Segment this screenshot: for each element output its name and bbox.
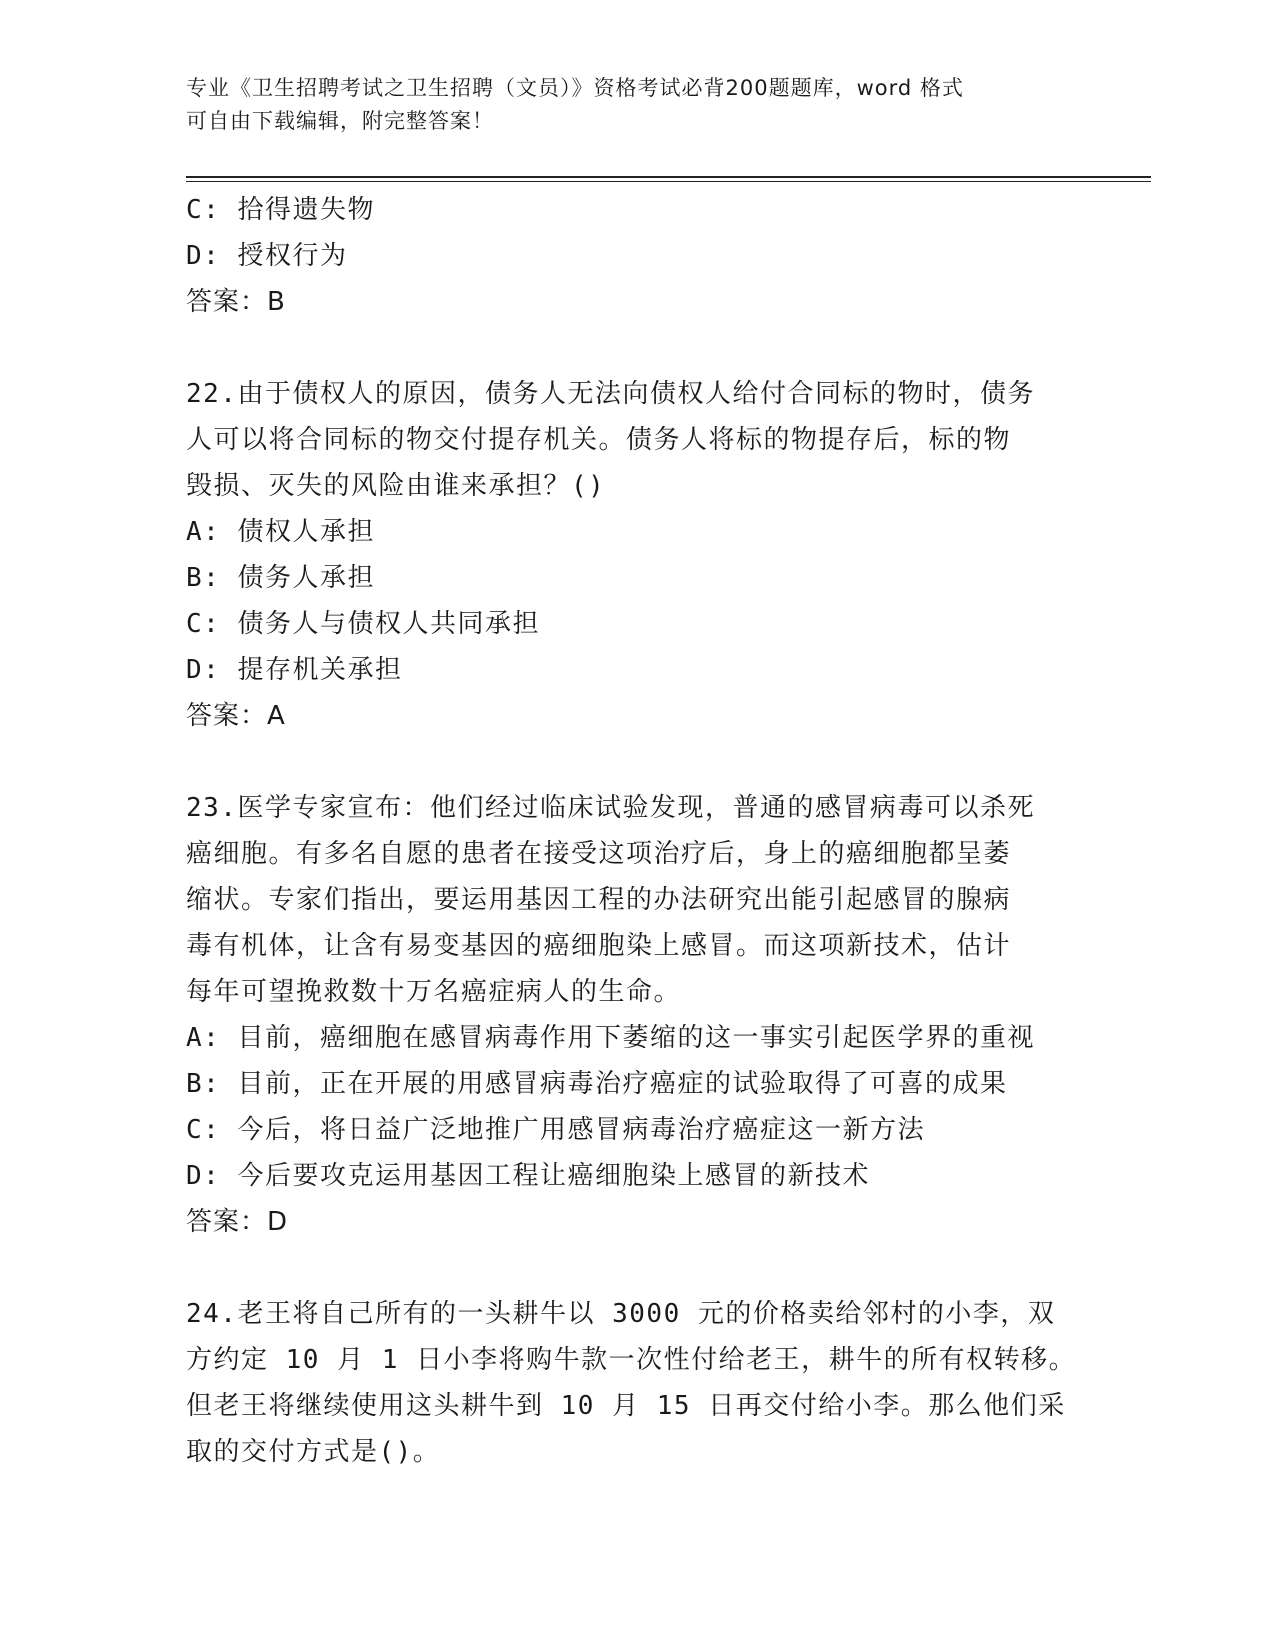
option-a: A: 债权人承担	[186, 517, 375, 547]
option-b: B: 债务人承担	[186, 563, 375, 593]
question-stem-line: 毒有机体，让含有易变基因的癌细胞染上感冒。而这项新技术，估计	[186, 931, 1012, 961]
question-stem-line: 但老王将继续使用这头耕牛到 10 月 15 日再交付给小李。那么他们采	[186, 1391, 1066, 1421]
question-content	[186, 187, 1106, 1475]
option-d: D: 提存机关承担	[186, 655, 403, 685]
answer-label: 答案：B	[186, 287, 286, 317]
option-c: C: 拾得遗失物	[186, 195, 375, 225]
option-b: B: 目前，正在开展的用感冒病毒治疗癌症的试验取得了可喜的成果	[186, 1069, 1008, 1099]
option-d: D: 授权行为	[186, 241, 348, 271]
answer-label: 答案：D	[186, 1207, 289, 1237]
header-line-2: 可自由下载编辑，附完整答案！	[186, 109, 494, 133]
header-divider-thick	[186, 176, 1151, 178]
option-c: C: 今后，将日益广泛地推广用感冒病毒治疗癌症这一新方法	[186, 1115, 925, 1145]
question-stem-line: 人可以将合同标的物交付提存机关。债务人将标的物提存后，标的物	[186, 425, 1012, 455]
document-header	[186, 72, 1086, 138]
question-stem-line: 22.由于债权人的原因，债务人无法向债权人给付合同标的物时，债务	[186, 379, 1035, 409]
spacer	[186, 739, 1106, 785]
question-stem-line: 方约定 10 月 1 日小李将购牛款一次性付给老王，耕牛的所有权转移。	[186, 1345, 1077, 1375]
option-c: C: 债务人与债权人共同承担	[186, 609, 540, 639]
question-stem-line: 23.医学专家宣布：他们经过临床试验发现，普通的感冒病毒可以杀死	[186, 793, 1035, 823]
question-24	[186, 1291, 1106, 1475]
question-stem-line: 取的交付方式是()。	[186, 1437, 441, 1467]
question-stem-line: 每年可望挽救数十万名癌症病人的生命。	[186, 977, 682, 1007]
option-d: D: 今后要攻克运用基因工程让癌细胞染上感冒的新技术	[186, 1161, 870, 1191]
question-stem-line: 缩状。专家们指出，要运用基因工程的办法研究出能引起感冒的腺病	[186, 885, 1012, 915]
header-divider-thin	[186, 181, 1151, 182]
spacer	[186, 1245, 1106, 1291]
question-stem-line: 24.老王将自己所有的一头耕牛以 3000 元的价格卖给邻村的小李，双	[186, 1299, 1056, 1329]
question-stem-line: 毁损、灭失的风险由谁来承担？()	[186, 471, 606, 501]
header-line-1: 专业《卫生招聘考试之卫生招聘（文员）》资格考试必背200题题库，word 格式	[186, 76, 964, 100]
answer-label: 答案：A	[186, 701, 286, 731]
question-21-tail	[186, 187, 1106, 325]
option-a: A: 目前，癌细胞在感冒病毒作用下萎缩的这一事实引起医学界的重视	[186, 1023, 1035, 1053]
question-22	[186, 371, 1106, 739]
question-stem-line: 癌细胞。有多名自愿的患者在接受这项治疗后，身上的癌细胞都呈萎	[186, 839, 1012, 869]
question-23	[186, 785, 1106, 1245]
spacer	[186, 325, 1106, 371]
